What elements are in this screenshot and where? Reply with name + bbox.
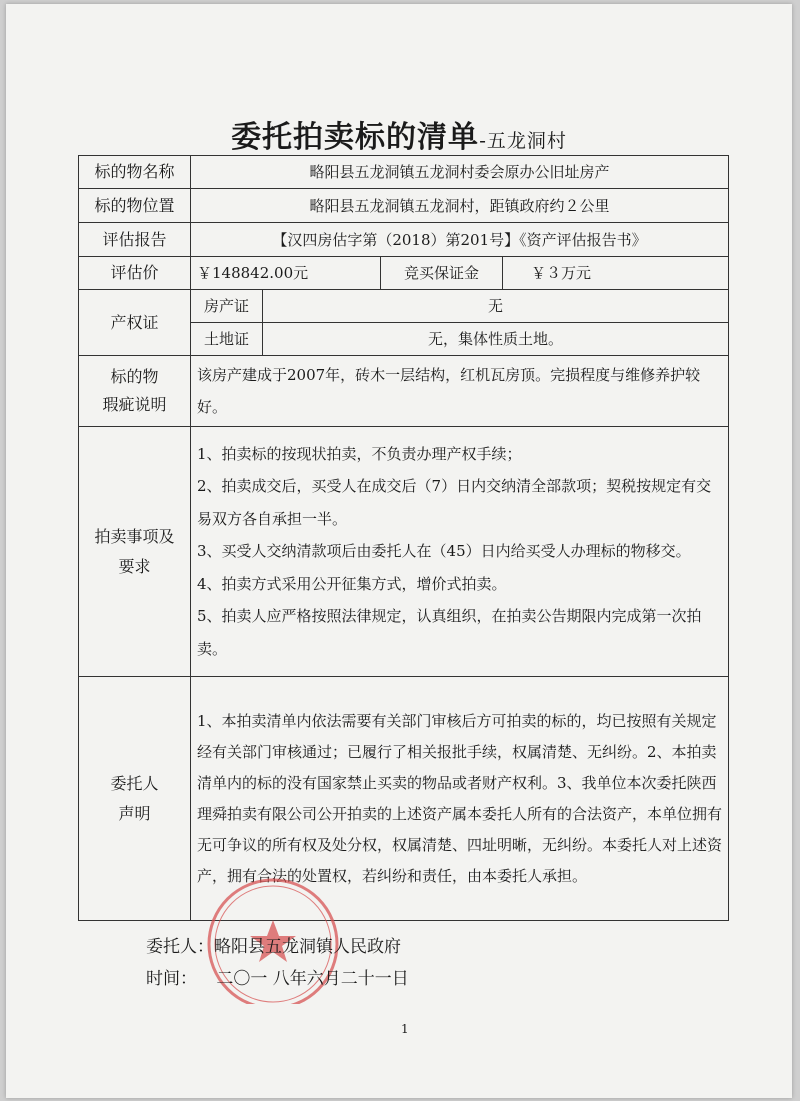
document-title	[6, 112, 792, 156]
row-name	[79, 156, 729, 189]
row-matters	[79, 427, 729, 677]
value-defects: 该房产建成于2007年，砖木一层结构，红机瓦房顶。完损程度与维修养护较好。	[191, 356, 729, 427]
row-declaration	[79, 677, 729, 921]
label-location: 标的物位置	[79, 189, 191, 223]
value-location: 略阳县五龙洞镇五龙洞村，距镇政府约２公里	[191, 189, 729, 223]
row-location	[79, 189, 729, 223]
label-defects	[79, 356, 191, 427]
title-main: 委托拍卖标的清单	[231, 120, 480, 155]
row-house-cert	[79, 290, 729, 323]
label-declaration-line1: 委托人	[110, 773, 159, 793]
matters-list	[191, 427, 729, 677]
label-price: 评估价	[79, 257, 191, 290]
label-title-cert: 产权证	[79, 290, 191, 356]
row-price	[79, 257, 729, 290]
label-land-cert: 土地证	[191, 323, 263, 356]
time-line	[146, 964, 409, 989]
title-sub: -五龙洞村	[479, 130, 567, 152]
label-matters-line2: 要求	[118, 556, 151, 576]
label-defects-line1: 标的物	[110, 367, 159, 386]
client-value: 略阳县五龙洞镇人民政府	[214, 937, 401, 957]
auction-table	[78, 155, 729, 921]
value-house-cert: 无	[263, 290, 729, 323]
value-name: 略阳县五龙洞镇五龙洞村委会原办公旧址房产	[191, 156, 729, 189]
matters-item: 3、买受人交纳清款项后由委托人在（45）日内给买受人办理标的物移交。	[197, 542, 691, 561]
value-deposit: ￥３万元	[503, 257, 729, 290]
matters-item: 5、拍卖人应严格按照法律规定，认真组织，在拍卖公告期限内完成第一次拍卖。	[197, 607, 702, 658]
time-value: 二〇一 八年六月二十一日	[216, 969, 409, 989]
page-number: 1	[401, 1022, 409, 1036]
label-house-cert: 房产证	[191, 290, 263, 323]
label-name: 标的物名称	[79, 156, 191, 189]
label-deposit: 竞买保证金	[381, 257, 503, 290]
row-report	[79, 223, 729, 257]
matters-item: 1、拍卖标的按现状拍卖，不负责办理产权手续；	[197, 444, 522, 463]
client-label: 委托人：	[146, 937, 214, 957]
label-defects-line2: 瑕疵说明	[102, 395, 167, 414]
value-report: 【汉四房估字第（2018）第201号】《资产评估报告书》	[191, 223, 729, 257]
document-page	[6, 4, 792, 1098]
label-declaration	[79, 677, 191, 921]
matters-item: 2、拍卖成交后，买受人在成交后（7）日内交纳清全部款项；契税按规定有交易双方各自承担一半。	[197, 477, 712, 528]
declaration-text: 1、本拍卖清单内依法需要有关部门审核后方可拍卖的标的，均已按照有关规定经有关部门审核通过；已履行了相关报批手续，权属清楚、无纠纷。2、本拍卖清单内的标的没有国家禁止买卖的物品或者财产权利。3、我单位本次委托陕西理舜拍卖有限公司公开拍卖的上述资产属本委托人所有的合法资产，本单位拥有无可争议的所有权及处分权，权属清楚、四址明晰，无纠纷。本委托人对上述资产，拥有合法的处置权，若纠纷和责任，由本委托人承担。	[191, 677, 729, 921]
label-matters-line1: 拍卖事项及	[94, 526, 175, 546]
client-line	[146, 932, 401, 957]
value-land-cert: 无，集体性质土地。	[263, 323, 729, 356]
time-label: 时间：	[146, 969, 197, 989]
label-matters	[79, 427, 191, 677]
value-price: ￥148842.00元	[191, 257, 381, 290]
label-report: 评估报告	[79, 223, 191, 257]
label-declaration-line2: 声明	[118, 803, 151, 823]
row-defects	[79, 356, 729, 427]
matters-item: 4、拍卖方式采用公开征集方式，增价式拍卖。	[197, 574, 507, 593]
